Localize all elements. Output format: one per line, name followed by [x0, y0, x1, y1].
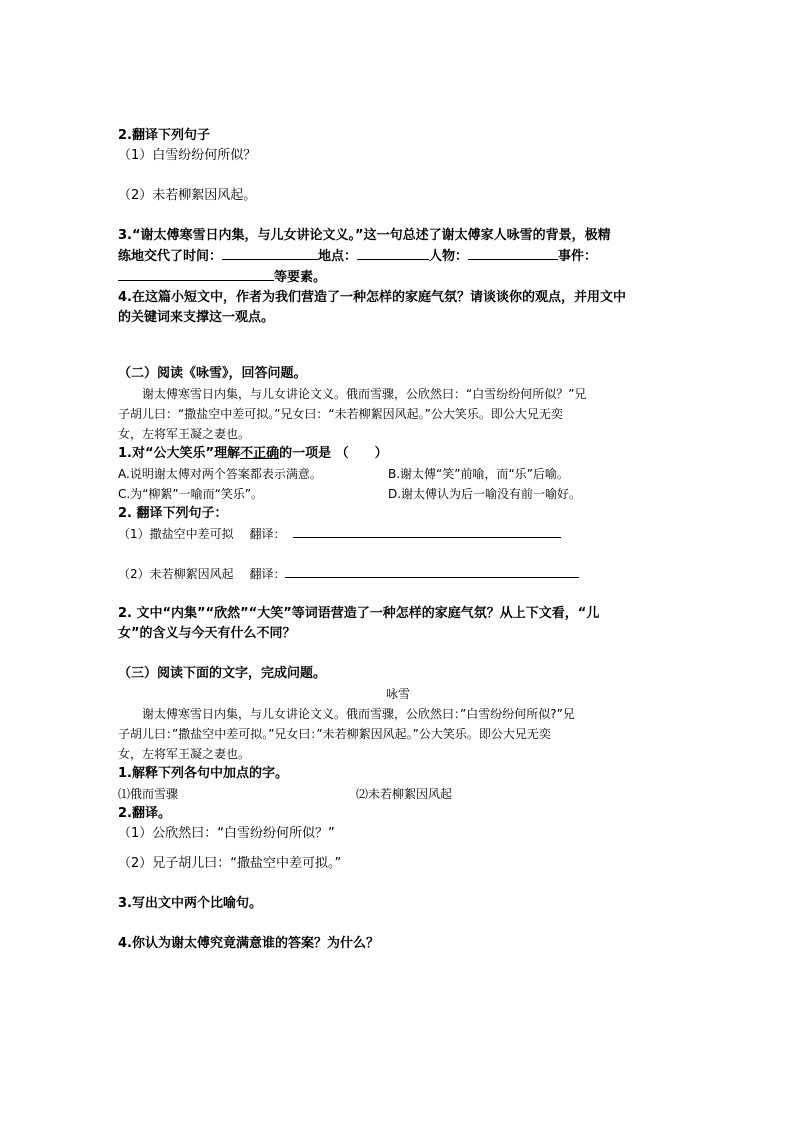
- sec2-q3-line-1: 2. 文中“内集”“欣然”“大笑”等词语营造了一种怎样的家庭气氛？从上下文看，“儿: [118, 606, 600, 621]
- q4-line-1: 4.在这篇小短文中，作者为我们营造了一种怎样的家庭气氛？请谈谈你的观点，并用文中: [118, 290, 626, 305]
- translation-blank-2[interactable]: [285, 564, 579, 578]
- option-a[interactable]: A.说明谢太傅对两个答案都表示满意。: [118, 467, 322, 481]
- time-blank[interactable]: [222, 246, 318, 260]
- q3-event-label: 事件：: [558, 249, 598, 264]
- option-d[interactable]: D.谢太傅认为后一喻没有前一喻好。: [388, 487, 582, 501]
- q3-line-3: [118, 267, 678, 288]
- q2-item-1: （1）白雪纷纷何所似？: [118, 148, 257, 163]
- q3-time-label: 练地交代了时间：: [118, 249, 223, 264]
- sec3-q3: 3.写出文中两个比喻句。: [118, 896, 262, 911]
- place-blank[interactable]: [357, 246, 429, 260]
- event-blank[interactable]: [118, 267, 274, 281]
- underlined-text: 不正确: [240, 446, 280, 461]
- sec3-para-2: 子胡儿曰：”撒盐空中差可拟。”兄女曰：”未若柳絮因风起。”公大笑乐。即公大兄无奕: [118, 727, 551, 741]
- q3-people-label: 人物：: [429, 249, 469, 264]
- q2-item-2: （2）未若柳絮因风起。: [118, 188, 257, 203]
- sec3-q2-item-1: （1）公欣然曰：“白雪纷纷何所似？”: [118, 826, 335, 841]
- sec3-q2-item-2: （2）兄子胡儿曰：“撒盐空中差可拟。”: [118, 856, 342, 871]
- document-content: [118, 126, 678, 954]
- q3-line-2: [118, 246, 678, 267]
- sec3-para-3: 女，左将军王凝之妻也。: [118, 747, 251, 761]
- sec2-para-2: 子胡儿曰：“撒盐空中差可拟。”兄女曰：“未若柳絮因风起。”公大笑乐。即公大兄无奕: [118, 407, 563, 421]
- sec2-q2-title: 2. 翻译下列句子：: [118, 506, 228, 521]
- sec3-q2-title: 2.翻译。: [118, 806, 171, 821]
- sec3-q1-item-a: ⑴俄而雪骤: [118, 787, 179, 801]
- q3-end-text: 等要素。: [274, 270, 327, 285]
- sec3-q1-title: 1.解释下列各句中加点的字。: [118, 766, 288, 781]
- sec2-title: （二）阅读《咏雪》，回答问题。: [118, 366, 307, 381]
- sec3-q1-items: [118, 784, 678, 804]
- options-row-2: [118, 484, 678, 504]
- sec2-q2-item-2: （2）未若柳絮因风起 翻译：: [118, 564, 678, 584]
- sec3-q1-item-b: ⑵未若柳絮因风起: [356, 787, 453, 801]
- sec3-para-1: 谢太傅寒雪日内集，与儿女讲论文义。俄而雪骤，公欣然曰：”白雪纷纷何所似?”兄: [142, 707, 575, 721]
- option-b[interactable]: B.谢太傅“笑”前喻，而“乐”后喻。: [388, 467, 569, 481]
- sec2-q1: 1.对“公大笑乐”理解不正确的一项是 （ ）: [118, 446, 388, 461]
- sec3-title: （三）阅读下面的文字，完成问题。: [118, 666, 327, 681]
- sec2-para-3: 女，左将军王凝之妻也。: [118, 427, 251, 441]
- q3-place-label: 地点：: [318, 249, 358, 264]
- q3-line-1: 3.“谢太傅寒雪日内集，与儿女讲论文义。”这一句总述了谢太傅家人咏雪的背景，极精: [118, 228, 611, 243]
- people-blank[interactable]: [468, 246, 558, 260]
- option-c[interactable]: C.为“柳絮”一喻而“笑乐”。: [118, 487, 264, 501]
- translation-blank-1[interactable]: [293, 524, 561, 538]
- sec2-para-1: 谢太傅寒雪日内集，与儿女讲论文义。俄而雪骤，公欣然曰：“白雪纷纷何所似？”兄: [142, 387, 587, 401]
- options-row-1: [118, 464, 678, 484]
- sec3-q4: 4.你认为谢太傅究竟满意谁的答案？为什么？: [118, 936, 379, 951]
- sec2-q2-item-1: （1）撒盐空中差可拟 翻译：: [118, 524, 678, 544]
- sec3-heading: 咏雪: [385, 687, 410, 701]
- q2-title: 2.翻译下列句子: [118, 128, 210, 143]
- sec2-q3-line-2: 女”的含义与今天有什么不同？: [118, 626, 296, 641]
- q4-line-2: 的关键词来支撑这一观点。: [118, 310, 275, 325]
